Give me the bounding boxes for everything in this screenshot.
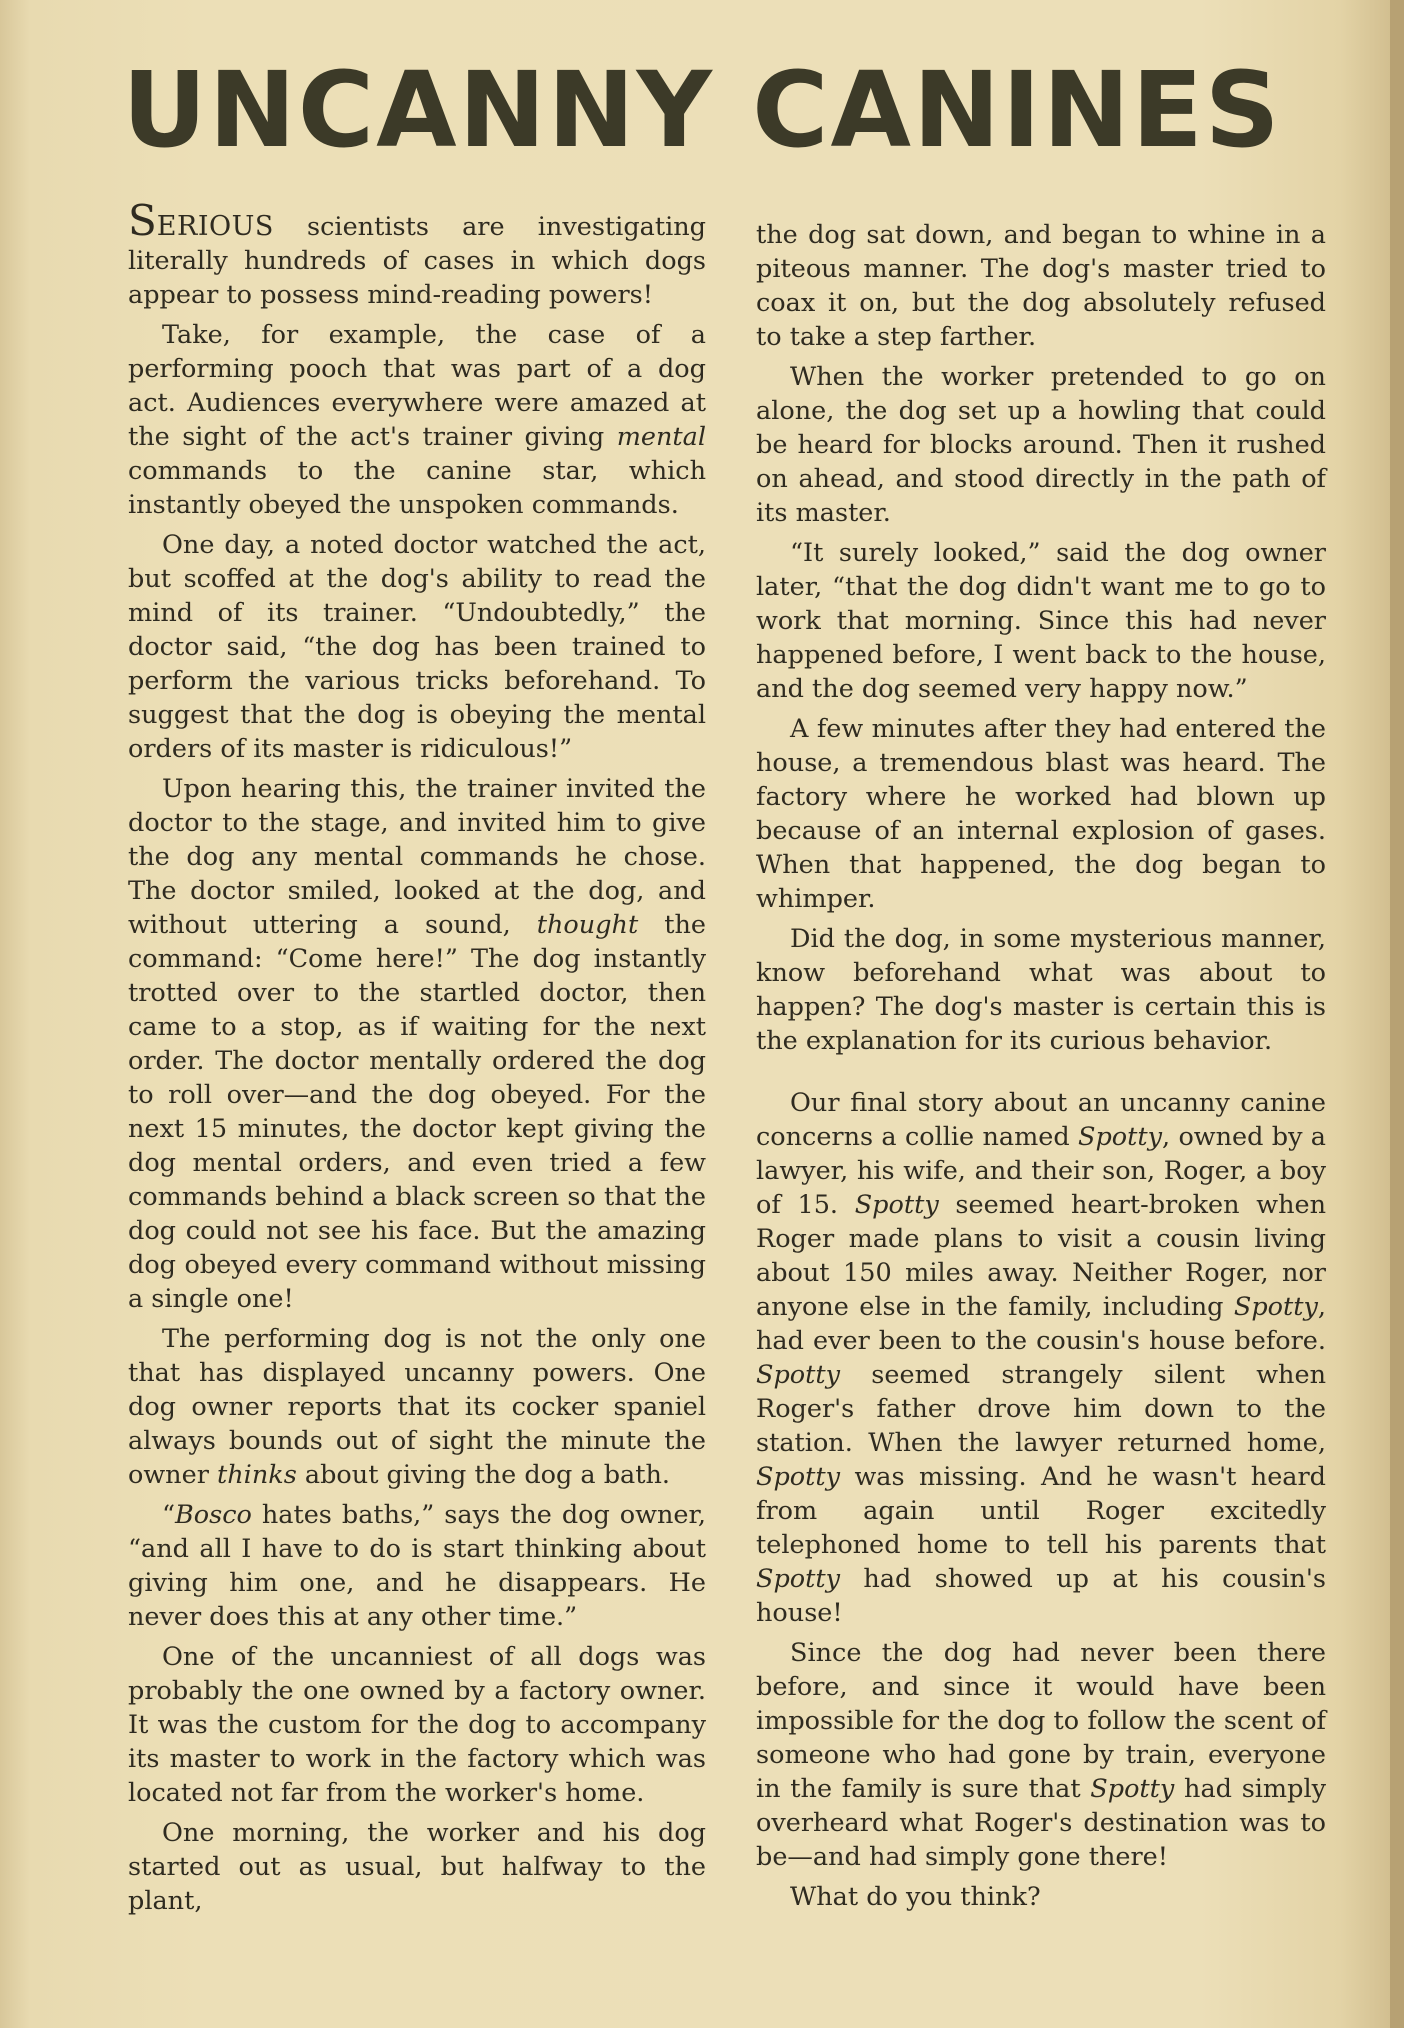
text-run: hates baths,” says the dog owner, “and all I have to do is start thinking about giving him one, and he disappears. He never does this at any other time.” (128, 1500, 706, 1632)
text-run: commands to the canine star, which instantly obeyed the unspoken commands. (128, 456, 706, 520)
italic-text: Bosco (175, 1500, 252, 1530)
paragraph-blast: A few minutes after they had entered the house, a tremendous blast was heard. The factory where he worked had blown up because of an internal explosion of gases. When that happened, the dog began to whimper. (756, 714, 1326, 914)
italic-text: Spotty (756, 1360, 841, 1390)
italic-text: Spotty (1090, 1774, 1175, 1804)
paragraph-dog-sat-down: the dog sat down, and began to whine in a piteous manner. The dog's master tried to coax it on, but the dog absolutely refused to take a step farther. (756, 220, 1326, 352)
italic-text: Spotty (1233, 1292, 1318, 1322)
text-run: Our final story about an uncanny canine concerns a collie named (756, 1088, 1326, 1152)
paragraph-owner-quote: “It surely looked,” said the dog owner later, “that the dog didn't want me to go to work that morning. Since this had never happened before, I went back to the house, and the dog seemed very happy now.” (756, 538, 1326, 704)
text-run: seemed strangely silent when Roger's father drove him down to the station. When the lawyer returned home, (756, 1360, 1326, 1458)
article-column-right (756, 218, 1326, 1920)
paragraph-one-morning: One morning, the worker and his dog started out as usual, but halfway to the plant, (128, 1818, 706, 1916)
paragraph-spotty (756, 1086, 1326, 1630)
text-run: Take, for example, the case of a performing pooch that was part of a dog act. Audiences everywhere were amazed at the sight of the act's trainer giving (128, 320, 706, 452)
article-title: UNCANNY CANINES (122, 49, 1282, 171)
italic-text: thinks (217, 1460, 297, 1490)
article-column-left (128, 196, 706, 1924)
text-run: The performing dog is not the only one that has displayed uncanny powers. One dog owner reports that its cocker spaniel always bounds out of sight the minute the owner (128, 1324, 706, 1490)
paragraph-conclusion (756, 1636, 1326, 1874)
page-spine (1390, 0, 1404, 2028)
paragraph-doctor: One day, a noted doctor watched the act, but scoffed at the dog's ability to read the mind of its trainer. “Undoubtedly,” the doctor said, “the dog has been trained to perform the various tricks beforehand. To suggest that the dog is obeying the mental orders of its master is ridiculous!” (128, 530, 706, 764)
lead-word: ERIOUS (156, 211, 274, 242)
paragraph-question: What do you think? (790, 1882, 1041, 1912)
paragraph-bosco (128, 1498, 706, 1634)
italic-text: thought (536, 910, 639, 940)
paragraph-performing-pooch (128, 318, 706, 522)
paragraph-intro (128, 196, 706, 312)
section-spacer (756, 1064, 1326, 1086)
paragraph-trainer-invites (128, 772, 706, 1316)
drop-cap: S (128, 196, 157, 245)
text-run: , had ever been to the cousin's house before. (756, 1292, 1326, 1356)
italic-text: Spotty (1077, 1122, 1163, 1152)
italic-text: Spotty (854, 1190, 939, 1220)
text-run: the command: “Come here!” The dog instantly trotted over to the startled doctor, then came to a stop, as if waiting for the next order. The doctor mentally ordered the dog to roll over—and the dog obeyed. For the next 15 minutes, the doctor kept giving the dog mental orders, and even tried a few commands behind a black screen so that the dog could not see his face. But the amazing dog obeyed every command without missing a single one! (128, 910, 706, 1314)
paragraph-howling: When the worker pretended to go on alone, the dog set up a howling that could be heard for blocks around. Then it rushed on ahead, and stood directly in the path of its master. (756, 362, 1326, 528)
italic-text: Spotty (756, 1564, 841, 1594)
text-run: seemed heart-broken when Roger made plans to visit a cousin living about 150 miles away. Neither Roger, nor anyone else in the family, including (756, 1190, 1327, 1322)
text-run: had showed up at his cousin's house! (756, 1564, 1326, 1628)
italic-text: Spotty (756, 1462, 841, 1492)
intro-text: scientists are investigating literally hundreds of cases in which dogs appear to possess mind-reading powers! (128, 212, 706, 310)
text-run: had simply overheard what Roger's destination was to be—and had simply gone there! (756, 1774, 1326, 1872)
text-run: Since the dog had never been there before, and since it would have been impossible for the dog to follow the scent of someone who had gone by train, everyone in the family is sure that (756, 1638, 1326, 1804)
text-run: , owned by a lawyer, his wife, and their son, Roger, a boy of 15. (756, 1122, 1327, 1220)
text-run: about giving the dog a bath. (296, 1460, 671, 1490)
paragraph-cocker-spaniel (128, 1322, 706, 1492)
italic-text: mental (616, 422, 706, 452)
text-run: Upon hearing this, the trainer invited the doctor to the stage, and invited him to give the dog any mental commands he chose. The doctor smiled, looked at the dog, and without uttering a sound, (128, 774, 706, 940)
quote-mark: “ (162, 1500, 176, 1530)
text-run: was missing. And he wasn't heard from again until Roger excitedly telephoned home to tell his parents that (756, 1462, 1326, 1560)
paragraph-mysterious: Did the dog, in some mysterious manner, know beforehand what was about to happen? The dog's master is certain this is the explanation for its curious behavior. (756, 924, 1326, 1056)
paragraph-factory-owner: One of the uncanniest of all dogs was probably the one owned by a factory owner. It was the custom for the dog to accompany its master to work in the factory which was located not far from the worker's home. (128, 1642, 706, 1808)
